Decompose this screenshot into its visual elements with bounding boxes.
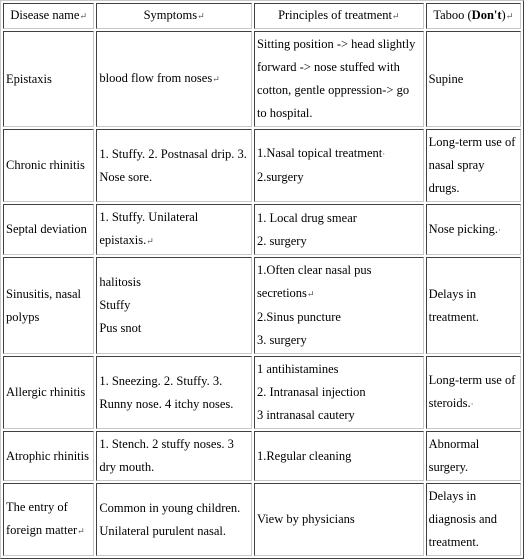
- disease-cell: Epistaxis: [3, 31, 94, 127]
- principles-cell: 1.Regular cleaning: [254, 431, 424, 481]
- table-row: [3, 31, 521, 127]
- taboo-cell: Long-term use of steroids.·: [426, 356, 521, 429]
- principles-cell: View by physicians: [254, 483, 424, 556]
- dot-mark-icon: ·: [498, 224, 502, 235]
- symptoms-cell: blood flow from noses↵: [96, 31, 252, 127]
- principles-cell: 1.Nasal topical treatment· 2.surgery: [254, 129, 424, 202]
- disease-cell: Atrophic rhinitis: [3, 431, 94, 481]
- symptoms-cell: halitosis Stuffy Pus snot: [96, 257, 252, 354]
- table-row: [3, 356, 521, 429]
- principles-cell: 1 antihistamines 2. Intranasal injection 3 intranasal cautery: [254, 356, 424, 429]
- table-row: [3, 257, 521, 354]
- disease-cell: The entry of foreign matter↵: [3, 483, 94, 556]
- header-principles: Principles of treatment↵: [254, 3, 424, 29]
- taboo-cell: Nose picking.·: [426, 204, 521, 255]
- paragraph-mark-icon: ↵: [505, 11, 514, 21]
- header-disease-name: Disease name↵: [3, 3, 94, 29]
- table-row: [3, 483, 521, 556]
- taboo-cell: Delays in diagnosis and treatment.: [426, 483, 521, 556]
- paragraph-mark-icon: ↵: [79, 11, 87, 21]
- table-row: [3, 204, 521, 255]
- paragraph-mark-icon: ↵: [146, 236, 154, 246]
- header-taboo: Taboo (Don't)↵: [426, 3, 521, 29]
- disease-cell: Sinusitis, nasal polyps: [3, 257, 94, 354]
- header-symptoms: Symptoms↵: [96, 3, 252, 29]
- principles-cell: 1.Often clear nasal pus secretions↵ 2.Sinus puncture 3. surgery: [254, 257, 424, 354]
- taboo-cell: Supine: [426, 31, 521, 127]
- dot-mark-icon: ·: [382, 149, 386, 159]
- disease-cell: Chronic rhinitis: [3, 129, 94, 202]
- disease-cell: Allergic rhinitis: [3, 356, 94, 429]
- symptoms-cell: 1. Sneezing. 2. Stuffy. 3. Runny nose. 4 itchy noses.: [96, 356, 252, 429]
- dot-mark-icon: ·: [470, 399, 474, 409]
- principles-cell: Sitting position -> head slightly forward -> nose stuffed with cotton, gentle oppression-> go to hospital.: [254, 31, 424, 127]
- symptoms-cell: 1. Stuffy. 2. Postnasal drip. 3. Nose sore.: [96, 129, 252, 202]
- symptoms-cell: 1. Stuffy. Unilateral epistaxis.↵: [96, 204, 252, 255]
- table-header-row: [3, 3, 521, 29]
- symptoms-cell: 1. Stench. 2 stuffy noses. 3 dry mouth.: [96, 431, 252, 481]
- table-row: [3, 431, 521, 481]
- principles-cell: 1. Local drug smear 2. surgery: [254, 204, 424, 255]
- paragraph-mark-icon: ↵: [197, 11, 205, 21]
- paragraph-mark-icon: ↵: [306, 289, 315, 299]
- taboo-cell: Long-term use of nasal spray drugs.: [426, 129, 521, 202]
- paragraph-mark-icon: ↵: [391, 11, 400, 21]
- paragraph-mark-icon: ↵: [77, 526, 85, 536]
- table-row: [3, 129, 521, 202]
- paragraph-mark-icon: ↵: [212, 74, 220, 84]
- taboo-cell: Delays in treatment.: [426, 257, 521, 354]
- symptoms-cell: Common in young children. Unilateral purulent nasal.: [96, 483, 252, 556]
- taboo-cell: Abnormal surgery.: [426, 431, 521, 481]
- disease-cell: Septal deviation: [3, 204, 94, 255]
